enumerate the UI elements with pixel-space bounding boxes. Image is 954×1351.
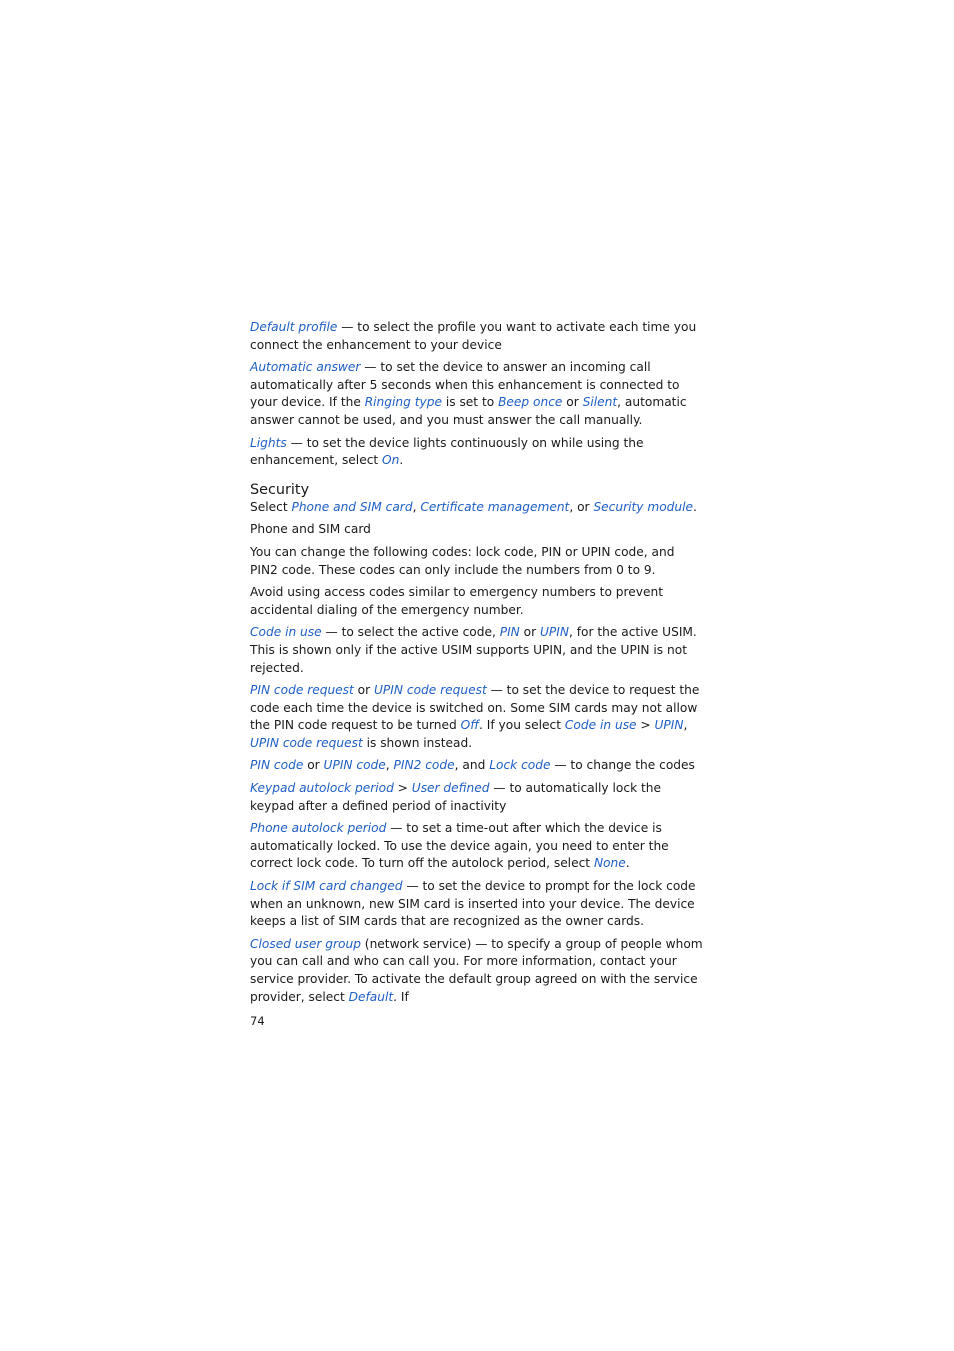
body-text: , xyxy=(385,758,394,773)
menu-term: PIN code xyxy=(250,758,304,773)
body-text: , automatic answer cannot be used, and you must answer the call manually. xyxy=(250,395,687,427)
paragraph-change-pin-codes xyxy=(250,757,706,775)
menu-term: Beep once xyxy=(498,395,563,410)
body-text: or xyxy=(562,395,583,410)
body-text: , xyxy=(683,718,688,733)
body-text: . If xyxy=(393,989,409,1004)
paragraph-pin-code-request xyxy=(250,682,706,752)
body-text: , for the active USIM. This is shown only if the active USIM supports UPIN, and the UPIN is not rejected. xyxy=(250,625,697,675)
body-text: or xyxy=(303,758,324,773)
body-text: — to select the profile you want to activate each time you connect the enhancement to your device xyxy=(250,320,697,352)
body-text: or xyxy=(353,683,375,698)
body-text: Avoid using access codes similar to emergency numbers to prevent accidental dialing of the emergency number. xyxy=(250,585,663,617)
menu-term: UPIN code request xyxy=(250,735,363,750)
body-text: — to automatically lock the keypad after a defined period of inactivity xyxy=(250,781,661,813)
paragraph-keypad-autolock xyxy=(250,780,706,815)
body-text: — to set the device to request the code each time the device is switched on. Some SIM cards may not allow the PIN code request to be turned xyxy=(250,683,700,733)
body-text: (network service) — to specify a group of people whom you can call and who can call you. For more information, contact your service provider. To activate the default group agreed on with the service provider, select xyxy=(250,936,703,1004)
paragraph-closed-user-group xyxy=(250,936,706,1006)
menu-term: UPIN code request xyxy=(374,683,487,698)
menu-term: Phone and SIM card xyxy=(291,499,413,514)
menu-term: Default profile xyxy=(250,320,338,334)
body-text: . xyxy=(693,499,697,514)
body-text: . xyxy=(399,453,404,468)
body-text: > xyxy=(393,781,412,796)
body-text: , or xyxy=(569,499,594,514)
body-text: — to set the device to prompt for the lock code when an unknown, new SIM card is inserted into your device. The device keeps a list of SIM cards that are recognized as the owner cards. xyxy=(250,879,696,929)
menu-term: UPIN xyxy=(540,625,569,640)
security-intro xyxy=(250,499,706,517)
body-text: . If you select xyxy=(479,718,565,733)
body-text: is set to xyxy=(441,395,499,410)
body-text: — to set the device lights continuously on while using the enhancement, select xyxy=(250,435,644,468)
section-title-security: Security xyxy=(250,481,310,498)
menu-term: UPIN code xyxy=(323,758,386,773)
menu-term: Ringing type xyxy=(364,395,442,410)
menu-term: Lights xyxy=(250,435,287,450)
body-text: — to set a time-out after which the device is automatically locked. To use the device again, you need to enter the correct lock code. To turn off the autolock period, select xyxy=(250,821,669,871)
paragraph-lock-if-sim-changed xyxy=(250,878,706,931)
paragraph-change-codes xyxy=(250,544,706,579)
page-number: 74 xyxy=(250,1014,265,1028)
body-text: or xyxy=(519,625,540,640)
menu-term: User defined xyxy=(411,781,490,796)
menu-term: Automatic answer xyxy=(250,360,361,375)
menu-term: Certificate management xyxy=(420,499,570,514)
menu-term: Lock if SIM card changed xyxy=(250,879,403,894)
menu-term: Default xyxy=(348,989,394,1004)
menu-term: UPIN xyxy=(654,718,684,733)
paragraph-automatic-answer xyxy=(250,359,706,429)
menu-term: Code in use xyxy=(250,625,322,640)
body-text: — to set the device to answer an incoming call automatically after 5 seconds when this enhancement is connected to your device. If the xyxy=(250,360,680,410)
menu-term: Lock code xyxy=(489,758,551,773)
body-text: Select xyxy=(250,499,292,514)
paragraph-code-in-use xyxy=(250,624,706,677)
menu-term: Off xyxy=(460,718,480,733)
body-text: is shown instead. xyxy=(362,735,473,750)
menu-term: Silent xyxy=(582,395,618,410)
paragraph-default-profile xyxy=(250,319,706,354)
body-text: , xyxy=(412,499,421,514)
page-content xyxy=(250,319,706,1011)
body-text: — to select the active code, xyxy=(321,625,500,640)
body-text: — to change the codes xyxy=(550,758,695,773)
subsection-title-phone-and-sim-card: Phone and SIM card xyxy=(250,522,371,537)
security-settings xyxy=(250,544,706,1006)
menu-term: PIN2 code xyxy=(393,758,455,773)
menu-term: Code in use xyxy=(564,718,637,733)
menu-term: Phone autolock period xyxy=(250,821,387,836)
menu-term: PIN xyxy=(499,625,520,640)
menu-term: PIN code request xyxy=(250,683,354,698)
paragraph-lights xyxy=(250,435,706,470)
body-text: , and xyxy=(454,758,490,773)
enhancement-settings xyxy=(250,319,706,470)
body-text: > xyxy=(636,718,655,733)
paragraph-avoid-codes xyxy=(250,584,706,619)
menu-term: On xyxy=(382,453,400,468)
menu-term: None xyxy=(593,856,626,871)
paragraph-phone-autolock xyxy=(250,820,706,873)
menu-term: Keypad autolock period xyxy=(250,781,394,796)
menu-term: Closed user group xyxy=(250,936,361,951)
body-text: You can change the following codes: lock code, PIN or UPIN code, and PIN2 code. These codes can only include the numbers from 0 to 9. xyxy=(250,544,675,577)
menu-term: Security module xyxy=(593,499,694,514)
body-text: . xyxy=(625,856,630,871)
